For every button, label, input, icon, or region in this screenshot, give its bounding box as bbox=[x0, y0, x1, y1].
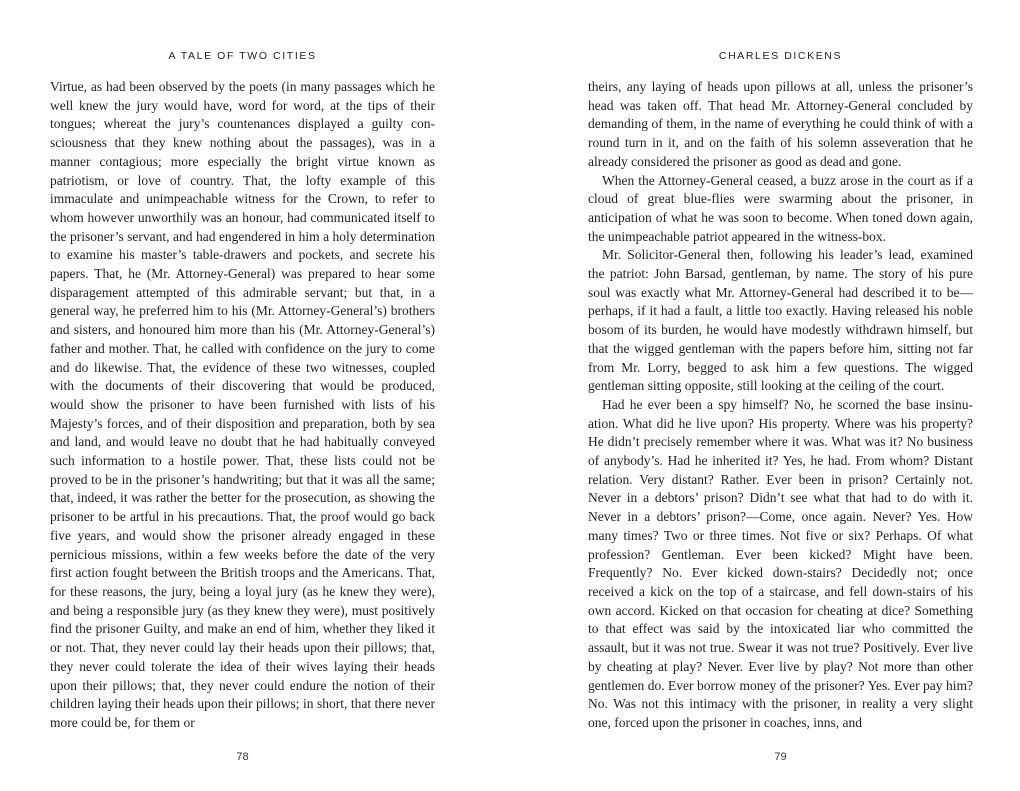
left-page bbox=[50, 0, 435, 791]
page-number: 78 bbox=[236, 751, 249, 763]
paragraph: Virtue, as had been observed by the poets (in many passages which he well knew the jury would have, word for word, at the tips of their tongues; whereat the jury’s countenances displayed a guilty consciousness that they knew nothing about the passages), was in a manner contagious; more especially the bright virtue known as patriotism, or love of country. That, the lofty example of this immaculate and unimpeachable witness for the Crown, to refer to whom however unworthily was an honour, had communicated itself to the prisoner’s servant, and had engendered in him a holy determination to examine his master’s table-drawers and pockets, and secrete his papers. That, he (Mr. Attorney-General) was prepared to hear some disparagement attempted of this admirable servant; but that, in a general way, he preferred him to his (Mr. Attorney-General’s) brothers and sisters, and honoured him more than his (Mr. Attorney-General’s) father and mother. That, he called with confidence on the jury to come and do likewise. That, the evidence of these two witnesses, coupled with the documents of their discovering that would be produced, would show the prisoner to have been furnished with lists of his Majesty’s forces, and of their disposition and preparation, both by sea and land, and would leave no doubt that he had habitually conveyed such information to a hostile power. That, these lists could not be proved to be in the prisoner’s handwriting; but that it was all the same; that, indeed, it was rather the better for the prosecution, as showing the prisoner to be artful in his precautions. That, the proof would go back five years, and would show the prisoner already engaged in these pernicious missions, within a few weeks before the date of the very first action fought between the British troops and the Americans. That, for these reasons, the jury, being a loyal jury (as he knew they were), and being a responsible jury (as they knew they were), must positively find the prisoner Guilty, and make an end of him, whether they liked it or not. That, they never could lay their heads upon their pillows; that, they never could tolerate the idea of their wives laying their heads upon their pillows; that, they never could endure the notion of their children laying their heads upon their pillows; in short, that there never more could be, for them or bbox=[50, 79, 435, 730]
page-number: 79 bbox=[774, 751, 787, 763]
right-page-body bbox=[588, 78, 973, 733]
paragraph: Had he ever been a spy himself? No, he scorned the base insinuation. What did he live upon? His property. Where was his property? He didn’t precisely remember where it was. What was it? No business of anybody’s. Had he inherited it? Yes, he had. From whom? Distant relation. Very distant? Rather. Ever been in prison? Certainly not. Never in a debtors’ prison? Didn’t see what that had to do with it. Never in a debtors’ prison?—Come, once again. Never? Yes. How many times? Two or three times. Not five or six? Perhaps. Of what profession? Gentleman. Ever been kicked? Might have been. Frequently? No. Ever kicked down-stairs? Decidedly not; once received a kick on the top of a staircase, and fell down-stairs of his own accord. Kicked on that occasion for cheating at dice? Something to that effect was said by the intoxicated liar who committed the assault, but it was not true. Swear it was not true? Positively. Ever live by cheating at play? Never. Ever live by play? Not more than other gentlemen do. Ever borrow money of the prisoner? Yes. Ever pay him? No. Was not this intimacy with the prisoner, in reality a very slight one, forced upon the prisoner in coaches, inns, and bbox=[588, 396, 973, 730]
right-page bbox=[588, 0, 973, 791]
paragraph: Mr. Solicitor-General then, following his leader’s lead, examined the patriot: John Barsad, gentleman, by name. The story of his pure soul was exactly what Mr. Attorney-General had described it to be—perhaps, if it had a fault, a little too exactly. Having released his noble bosom of its burden, he would have modestly withdrawn himself, but that the wigged gentleman with the papers before him, sitting not far from Mr. Lorry, begged to ask him a few questions. The wigged gentleman sitting opposite, still looking at the ceiling of the court. bbox=[588, 247, 973, 394]
running-head-title: A TALE OF TWO CITIES bbox=[168, 50, 317, 62]
left-page-body bbox=[50, 78, 435, 733]
paragraph: theirs, any laying of heads upon pillows at all, unless the prisoner’s head was taken off. That head Mr. Attorney-General concluded by demanding of them, in the name of everything he could think of with a round turn in it, and on the faith of his solemn asseveration that he already considered the prisoner as good as dead and gone. bbox=[588, 79, 973, 169]
running-head-author: CHARLES DICKENS bbox=[718, 50, 843, 62]
paragraph: When the Attorney-General ceased, a buzz arose in the court as if a cloud of great blue-flies were swarming about the prisoner, in anticipation of what he was soon to become. When toned down again, the unimpeachable patriot appeared in the witness-box. bbox=[588, 172, 973, 244]
